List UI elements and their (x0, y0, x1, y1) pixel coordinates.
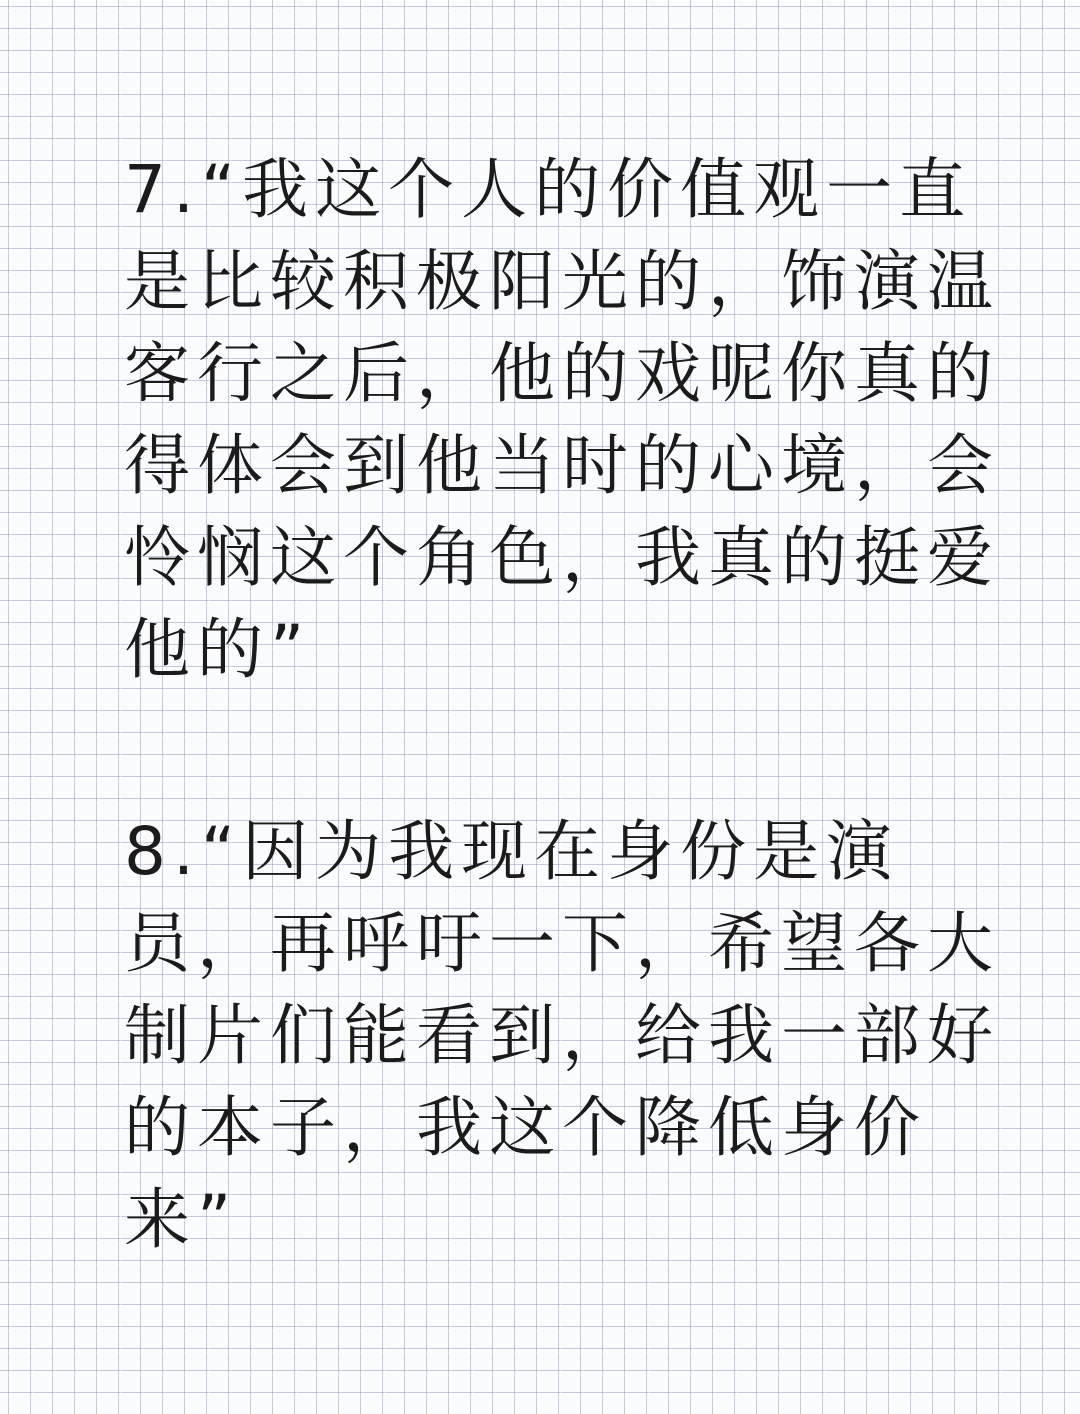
text-line: 得体会到他当时的心境，会 (124, 427, 1000, 504)
text-line: 客行之后，他的戏呢你真的 (124, 335, 1000, 412)
text-line: 来” (124, 1181, 239, 1258)
text-line: 怜悯这个角色，我真的挺爱 (124, 519, 1000, 596)
text-line: 是比较积极阳光的，饰演温 (124, 243, 1000, 320)
text-line: 制片们能看到，给我一部好 (124, 997, 1000, 1074)
text-line: 员，再呼吁一下，希望各大 (124, 905, 1000, 982)
text-line: 的本子，我这个降低身价 (124, 1089, 927, 1166)
text-line: 7.“我这个人的价值观一直 (124, 151, 973, 228)
text-line: 他的” (124, 611, 312, 688)
text-line: 8.“因为我现在身份是演 (124, 813, 900, 890)
